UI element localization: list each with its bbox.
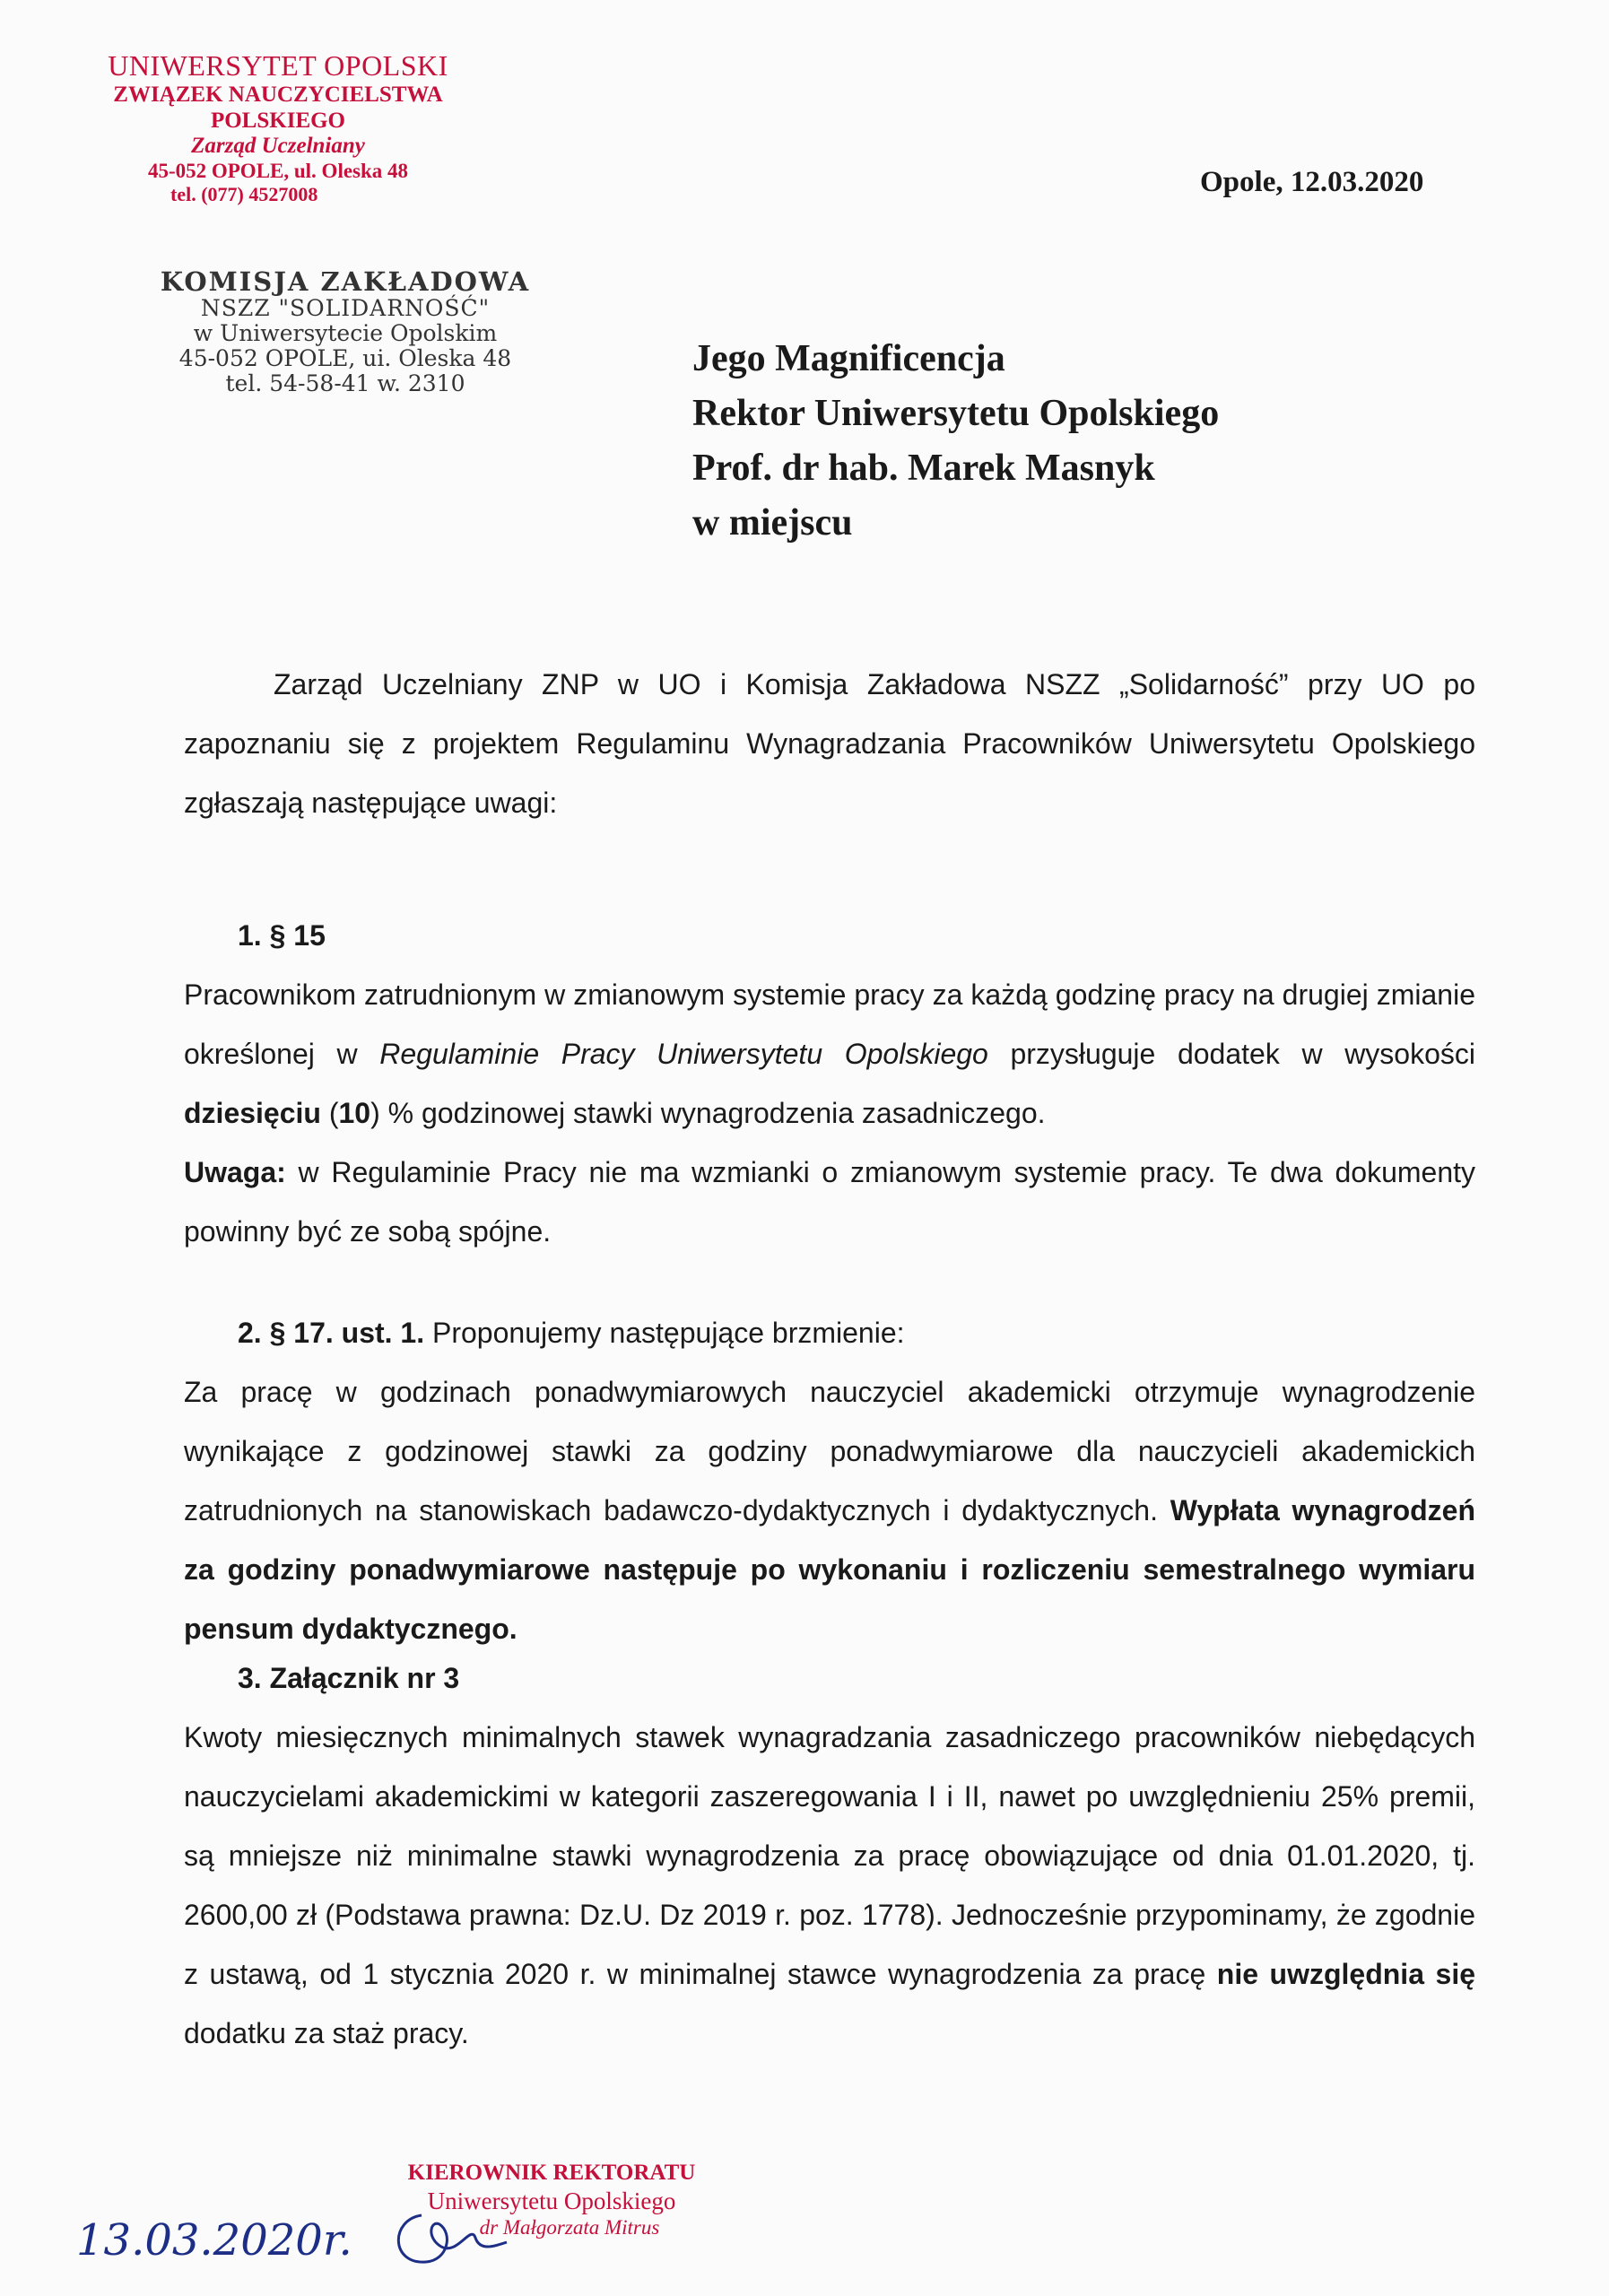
section-1-text: Pracownikom zatrudnionym w zmianowym systemie pracy za każdą godzinę pracy na drugiej zmianie określonej w (184, 978, 1475, 1070)
section-1-body (184, 965, 1475, 1143)
addressee-line1: Jego Magnificencja (692, 338, 1005, 379)
section-2-heading-bold: 2. § 17. ust. 1. (238, 1317, 425, 1349)
kierownik-stamp-line3: dr Małgorzata Mitrus (479, 2216, 660, 2239)
section-1-note-text: w Regulaminie Pracy nie ma wzmianki o zmianowym systemie pracy. Te dwa dokumenty powinny być ze sobą spójne. (184, 1156, 1475, 1248)
addressee-line2: Rektor Uniwersytetu Opolskiego (692, 392, 1220, 434)
intro-paragraph: Zarząd Uczelniany ZNP w UO i Komisja Zakładowa NSZZ „Solidarność” przy UO po zapoznaniu się z projektem Regulaminu Wynagradzania Pracowników Uniwersytetu Opolskiego zgłaszają następujące uwagi: (184, 668, 1475, 819)
znp-stamp-line2: ZWIĄZEK NAUCZYCIELSTWA POLSKIEGO (113, 82, 443, 133)
solidarnosc-stamp-line5: tel. 54-58-41 w. 2310 (225, 370, 465, 397)
addressee-line3: Prof. dr hab. Marek Masnyk (692, 447, 1155, 489)
znp-stamp-line4: 45-052 OPOLE, ul. Oleska 48 (147, 160, 409, 183)
kierownik-stamp-line2: Uniwersytetu Opolskiego (427, 2187, 676, 2214)
section-3-text: Kwoty miesięcznych minimalnych stawek wynagradzania zasadniczego pracowników niebędących nauczycielami akademickimi w kategorii zaszeregowania I i II, nawet po uwzględnieniu 25% premii, są mniejsze niż minimalne stawki wynagrodzenia za pracę obowiązujące od dnia 01.01.2020, tj. 2600,00 zł (Podstawa prawna: Dz.U. Dz 2019 r. poz. 1778). Jednocześnie przypominamy, że zgodnie z ustawą, od 1 stycznia 2020 r. w minimalnej stawce wynagrodzenia za pracę (184, 1721, 1475, 1990)
section-3-body (184, 1708, 1475, 2063)
section-1-amount-words: dziesięciu (184, 1097, 321, 1129)
solidarnosc-stamp-line3: w Uniwersytecie Opolskim (193, 320, 498, 347)
solidarnosc-stamp-line1: KOMISJA ZAKŁADOWA (160, 266, 531, 297)
handwritten-date: 13.03.2020r. (76, 2215, 352, 2266)
section-1-regulation-title: Regulaminie Pracy Uniwersytetu Opolskiego (379, 1038, 988, 1070)
section-2-body (184, 1362, 1475, 1658)
section-1-heading: 1. § 15 (238, 919, 326, 952)
section-2 (184, 1303, 1475, 1658)
section-3-text: dodatku za staż pracy. (184, 2017, 469, 2049)
solidarnosc-stamp-line2: NSZZ "SOLIDARNOŚĆ" (200, 295, 491, 322)
section-1-note (184, 1143, 1475, 1261)
section-1 (184, 906, 1475, 1261)
handwritten-signature (386, 2197, 529, 2278)
section-3-bold-text: nie uwzględnia się (1216, 1958, 1476, 1990)
section-2-heading-rest: Proponujemy następujące brzmienie: (424, 1317, 905, 1349)
section-1-note-label: Uwaga: (184, 1156, 286, 1188)
section-2-heading (184, 1303, 1475, 1362)
section-3 (184, 1648, 1475, 2063)
section-1-text: przysługuje dodatek w wysokości (987, 1038, 1476, 1070)
section-1-text: ( (320, 1097, 339, 1129)
section-1-amount-number: 10 (338, 1097, 371, 1129)
znp-stamp-line3: Zarząd Uczelniany (191, 134, 365, 159)
section-3-heading: 3. Załącznik nr 3 (238, 1662, 460, 1694)
section-1-text: ) % godzinowej stawki wynagrodzenia zasadniczego. (370, 1097, 1046, 1129)
section-2-bold-text: Wypłata wynagrodzeń za godziny ponadwymiarowe następuje po wykonaniu i rozliczeniu semestralnego wymiaru pensum dydaktycznego. (184, 1494, 1476, 1645)
solidarnosc-stamp (152, 267, 538, 396)
document-date: Opole, 12.03.2020 (1200, 166, 1424, 198)
addressee-block (692, 332, 1219, 551)
znp-stamp (45, 49, 511, 206)
section-2-text: Za pracę w godzinach ponadwymiarowych nauczyciel akademicki otrzymuje wynagrodzenie wynikające z godzinowej stawki za godziny ponadwymiarowe dla nauczycieli akademickich zatrudnionych na stanowiskach badawczo-dydaktycznych i dydaktycznych. (184, 1376, 1475, 1526)
kierownik-stamp-line1: KIEROWNIK REKTORATU (407, 2161, 696, 2185)
solidarnosc-stamp-line4: 45-052 OPOLE, ui. Oleska 48 (178, 345, 512, 372)
znp-stamp-line5: tel. (077) 4527008 (170, 183, 318, 206)
addressee-line4: w miejscu (692, 501, 853, 544)
znp-stamp-line1: UNIWERSYTET OPOLSKI (108, 49, 448, 82)
